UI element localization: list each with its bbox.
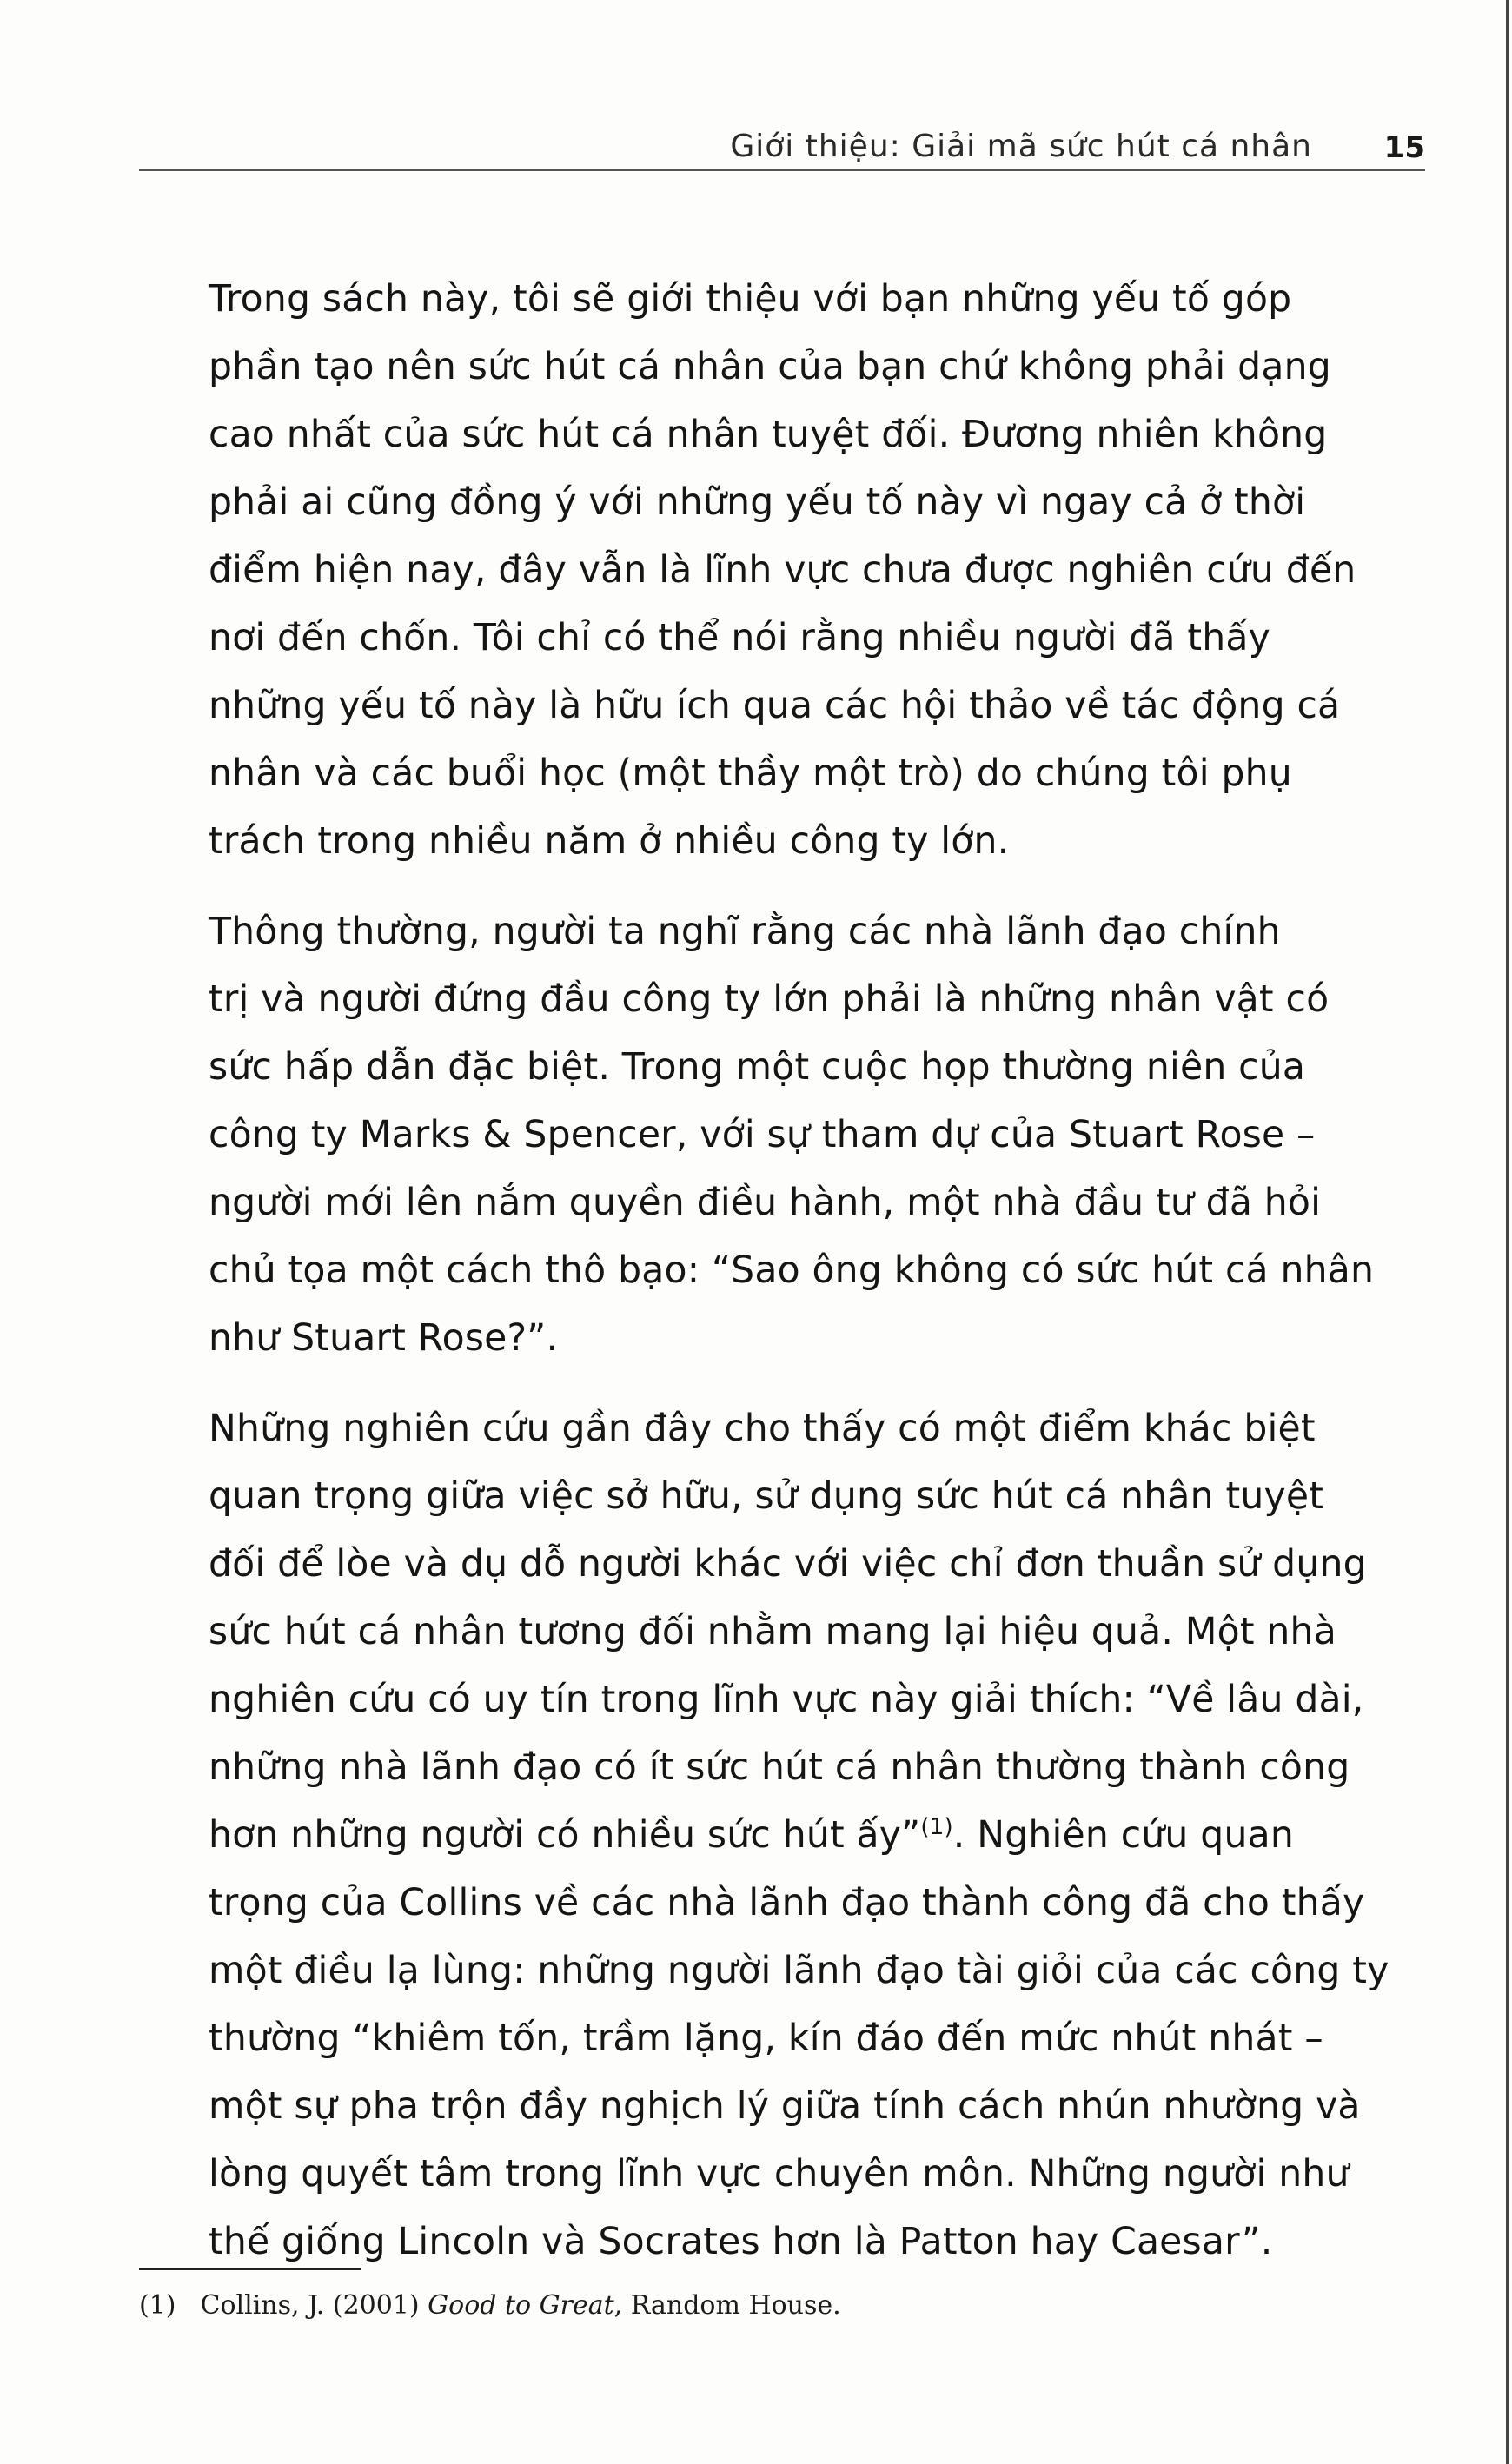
text-line: người mới lên nắm quyền điều hành, một nhà đầu tư đã hỏi bbox=[209, 1182, 1322, 1224]
text-segment: . Nghiên cứu quan bbox=[952, 1814, 1294, 1857]
text-line: thường “khiêm tốn, trầm lặng, kín đáo đến mức nhút nhát – bbox=[209, 2017, 1323, 2060]
running-title: Giới thiệu: Giải mã sức hút cá nhân bbox=[730, 129, 1312, 164]
text-line: sức hấp dẫn đặc biệt. Trong một cuộc họp thường niên của bbox=[209, 1046, 1306, 1089]
body-text bbox=[209, 266, 1389, 2276]
text-line: quan trọng giữa việc sở hữu, sử dụng sức hút cá nhân tuyệt bbox=[209, 1475, 1324, 1518]
text-line: những yếu tố này là hữu ích qua các hội thảo về tác động cá bbox=[209, 685, 1341, 727]
paragraph-gap bbox=[209, 876, 1349, 898]
paragraph-1 bbox=[209, 266, 1356, 876]
text-line: chủ tọa một cách thô bạo: “Sao ông không có sức hút cá nhân bbox=[209, 1249, 1375, 1292]
text-line: trách trong nhiều năm ở nhiều công ty lớn. bbox=[209, 820, 1010, 863]
page-number: 15 bbox=[1383, 130, 1425, 165]
footnote-reference[interactable]: (1) bbox=[920, 1813, 953, 1840]
text-line: phần tạo nên sức hút cá nhân của bạn chứ không phải dạng bbox=[209, 346, 1331, 388]
text-line: những nhà lãnh đạo có ít sức hút cá nhân thường thành công bbox=[209, 1746, 1350, 1789]
text-line: công ty Marks & Spencer, với sự tham dự của Stuart Rose – bbox=[209, 1114, 1316, 1156]
text-line: nơi đến chốn. Tôi chỉ có thể nói rằng nhiều người đã thấy bbox=[209, 617, 1270, 659]
text-line: trọng của Collins về các nhà lãnh đạo thành công đã cho thấy bbox=[209, 1882, 1365, 1924]
text-line: Thông thường, người ta nghĩ rằng các nhà lãnh đạo chính bbox=[209, 911, 1281, 953]
paragraph-3 bbox=[209, 1395, 1389, 2276]
footnote-title: Good to Great bbox=[428, 2290, 614, 2321]
text-line: cao nhất của sức hút cá nhân tuyệt đối. Đương nhiên không bbox=[209, 414, 1328, 456]
page-edge-line bbox=[1506, 0, 1509, 2464]
text-line: như Stuart Rose?”. bbox=[209, 1317, 559, 1360]
text-line: Những nghiên cứu gần đây cho thấy có một điểm khác biệt bbox=[209, 1408, 1316, 1450]
running-header bbox=[139, 129, 1434, 181]
text-line: một điều lạ lùng: những người lãnh đạo tài giỏi của các công ty bbox=[209, 1950, 1389, 1992]
text-line: nhân và các buổi học (một thầy một trò) do chúng tôi phụ bbox=[209, 752, 1292, 795]
text-line: phải ai cũng đồng ý với những yếu tố này vì ngay cả ở thời bbox=[209, 481, 1306, 524]
text-line: Trong sách này, tôi sẽ giới thiệu với bạn những yếu tố góp bbox=[209, 278, 1292, 321]
text-line: sức hút cá nhân tương đối nhằm mang lại hiệu quả. Một nhà bbox=[209, 1611, 1336, 1653]
text-line: nghiên cứu có uy tín trong lĩnh vực này giải thích: “Về lâu dài, bbox=[209, 1679, 1364, 1721]
text-line: điểm hiện nay, đây vẫn là lĩnh vực chưa được nghiên cứu đến bbox=[209, 549, 1356, 592]
text-line: trị và người đứng đầu công ty lớn phải là những nhân vật có bbox=[209, 978, 1330, 1021]
paragraph-2 bbox=[209, 898, 1375, 1373]
text-line: thế giống Lincoln và Socrates hơn là Patton hay Caesar”. bbox=[209, 2221, 1273, 2263]
text-line: lòng quyết tâm trong lĩnh vực chuyên môn. Những người như bbox=[209, 2153, 1350, 2196]
paragraph-gap bbox=[209, 1373, 1349, 1395]
text-line: một sự pha trộn đầy nghịch lý giữa tính cách nhún nhường và bbox=[209, 2085, 1361, 2128]
text-line-with-footnote bbox=[209, 1802, 1349, 1870]
text-line: đối để lòe và dụ dỗ người khác với việc chỉ đơn thuần sử dụng bbox=[209, 1543, 1367, 1586]
footnote-publisher: , Random House. bbox=[613, 2290, 841, 2321]
footnote bbox=[139, 2290, 841, 2321]
footnote-author: Collins, J. (2001) bbox=[200, 2290, 420, 2321]
text-segment: hơn những người có nhiều sức hút ấy” bbox=[209, 1814, 921, 1857]
header-rule bbox=[139, 169, 1425, 171]
footnote-number: (1) bbox=[139, 2290, 176, 2321]
footnote-rule bbox=[139, 2268, 361, 2270]
